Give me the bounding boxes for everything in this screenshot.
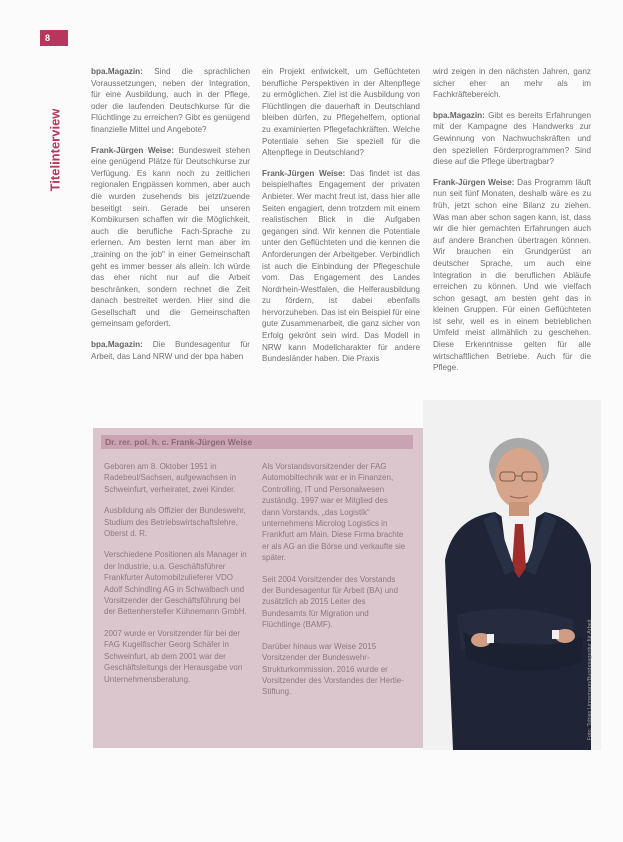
paragraph-text: Bundesweit stehen eine genügend Plätze für Deutschkurse zur Verfügung. Es kann noch zu zeitlichen regionalen Engpässen kommen, aber auch die wurden zusehends bis jetzt/zuende beseitigt sein. Gerade bei unseren Kombikursen schaffen wir die Möglichkeit, auch die berufliche Fach-Sprache zu erlernen. Am besten lernt man aber im „training on the job" in einer Gemeinschaft geht es immer besser als allein. Ich würde das eher nicht nur auf die Arbeit beschränken, sondern rechnet die Zeit danach bestreitet werden. Hier sind die Gesellschaft und die Gemeinschaften gemeinsam gefordert. — [91, 145, 250, 329]
paragraph-text: Gibt es bereits Erfahrungen mit der Kampagne des Handwerks zur Gewinnung von Nachwuchskräften und den speziellen Förderprogrammen? Sind diese auf die Pflege übertragbar? — [433, 110, 591, 167]
page-number-badge — [40, 30, 68, 46]
speaker-label: bpa.Magazin: — [91, 67, 143, 76]
biography-paragraph: Verschiedene Positionen als Manager in der Industrie, u.a. Geschäftsführer Frankfurter Automobilzulieferer VDO Adolf Schindling AG in Schwalbach und Vorsitzender der Geschäftsführung bei der Bettenhersteller Kühnemann GmbH. — [104, 550, 247, 617]
paragraph-text: Die Bundesagentur für Arbeit, das Land NRW und der bpa haben — [91, 340, 250, 361]
speaker-label: bpa.Magazin: — [433, 110, 485, 120]
article-column-2 — [262, 66, 420, 374]
biography-box — [93, 428, 423, 748]
answer-paragraph — [91, 145, 250, 331]
speaker-label: Frank-Jürgen Weise: — [262, 168, 346, 178]
biography-column-right — [262, 461, 407, 708]
section-label: Titelinterview — [47, 108, 63, 192]
portrait-photo — [423, 400, 601, 750]
biography-paragraph: Als Vorstandsvorsitzender der FAG Automobiltechnik war er in Finanzen, Controlling, IT und Personalwesen zuständig. 1997 war er Mitglied des dann Vorstands, „das Logistik“ unternehmens Microlog Logistics in Frankfurt am Main. Diese Firma brachte er als AG an die Börse und verkaufte sie später. — [262, 462, 406, 563]
speaker-label: Frank-Jürgen Weise: — [91, 145, 175, 155]
paragraph-text: Das findet ist das beispielhaftes Engagement der privaten Anbieter. Wer macht freut ist, dass hier alle Seiten engagiert, denn trotzdem mit einem realistischen Blick in die Aufgaben gegangen sind. Wir kennen die Potentiale unter den Geflüchteten und die kennen die Anforderungen der Arbeitgeber. Verbindlich ist auch die Einbindung der Pflegeschule vom. Das Engagement des Landes Nordrhein-Westfalen, die Helferausbildung zu fördern, ist dabei ebenfalls hervorzuheben. Das ist ein Beispiel für eine gute Zusammenarbeit, die ganz sicher von Erfolg gekrönt sein wird. Das Modell in NRW kann Modellcharakter für andere Bundesländer haben. Die Praxis — [262, 168, 421, 364]
question-paragraph — [91, 66, 250, 136]
biography-paragraph: Ausbildung als Offizier der Bundeswehr, Studium des Betriebswirtschaftslehre, Oberst d. R. — [104, 506, 246, 539]
biography-paragraph: Geboren am 8. Oktober 1951 in Radebeul/Sachsen, aufgewachsen in Schweinfurt, verheiratet, zwei Kinder. — [104, 462, 237, 494]
question-paragraph — [433, 110, 591, 168]
paragraph-text: ein Projekt entwickelt, um Geflüchteten berufliche Perspektiven in der Altenpflege zu ermöglichen. Ziel ist die Ausbildung von Flüchtlingen die dauerhaft in Deutschland bleiben dürfen, zu Pflegehelfern, optional zu examinierten Pflegefachkräften. Welche Potentiale sehen Sie speziell für die Altenpflege in Deutschland? — [262, 67, 420, 158]
article-column-3 — [433, 66, 591, 383]
answer-paragraph — [433, 177, 591, 374]
answer-paragraph — [262, 168, 420, 365]
portrait-illustration — [423, 400, 601, 750]
page-number: 8 — [45, 33, 51, 43]
question-paragraph — [91, 339, 250, 362]
question-paragraph — [262, 66, 420, 159]
speaker-label: Frank-Jürgen Weise: — [433, 177, 515, 187]
answer-paragraph — [433, 66, 591, 101]
biography-title: Dr. rer. pol. h. c. Frank-Jürgen Weise — [101, 435, 413, 449]
biography-paragraph: Seit 2004 Vorsitzender des Vorstands der Bundesagentur für Arbeit (BA) und zusätzlich ab 2015 Leiter des Bundesamts für Migration und Flüchtlinge (BAMF). — [262, 574, 399, 630]
paragraph-text: Das Programm läuft nun seit fünf Monaten, deshalb wäre es zu früh, jetzt schon eine Bilanz zu ziehen. Was man aber schon sagen kann, ist, dass wir die hier gemachten Erfahrungen auch auf andere Branchen übertragen können. Wir brauchen ein Grundgerüst an deutscher Sprache, um auch eine Integration in die beruflichen Abläufe erreichen zu können. Und wie vielfach schon gesagt, am besten geht das in kleinen Gruppen. Für einen Geflüchteten ist sehr, weil es in einem betrieblichen Umfeld meist allmählich zu geschehen. Diese Erkenntnisse gelten für alle wirtschaftlichen Betriebe. Auch für die Pflege. — [433, 177, 591, 373]
speaker-label: bpa.Magazin: — [91, 340, 143, 350]
biography-paragraph: Darüber hinaus war Weise 2015 Vorsitzender der Bundeswehr-Strukturkommission. 2016 wurde er Vorsitzender des Vorstandes der Hertie-Stiftung. — [262, 641, 404, 697]
photo-credit: Foto: Tobias Linnemann/Bundesagentur für Arbeit — [587, 619, 593, 741]
biography-paragraph: 2007 wurde er Vorsitzender für bei der FAG Kugelfischer Georg Schäfer in Schweinfurt, ab dem 2001 war der Geschäftsleitungs der Herausgabe von Unternehmensberatung. — [104, 628, 243, 684]
biography-column-left — [104, 461, 249, 695]
article-column-1 — [91, 66, 250, 371]
paragraph-text: wird zeigen in den nächsten Jahren, ganz sicher eher an mehr als im Fachkräftebereich. — [433, 67, 591, 100]
paragraph-text: Sind die sprachlichen Voraussetzungen, neben der Integration, für eine Ausbildung, auch in der Pflege, oder die laufenden Deutschkurse für die Flüchtlinge zu erreichen? Gibt es genügend finanzielle Mittel und Angebote? — [91, 67, 250, 134]
